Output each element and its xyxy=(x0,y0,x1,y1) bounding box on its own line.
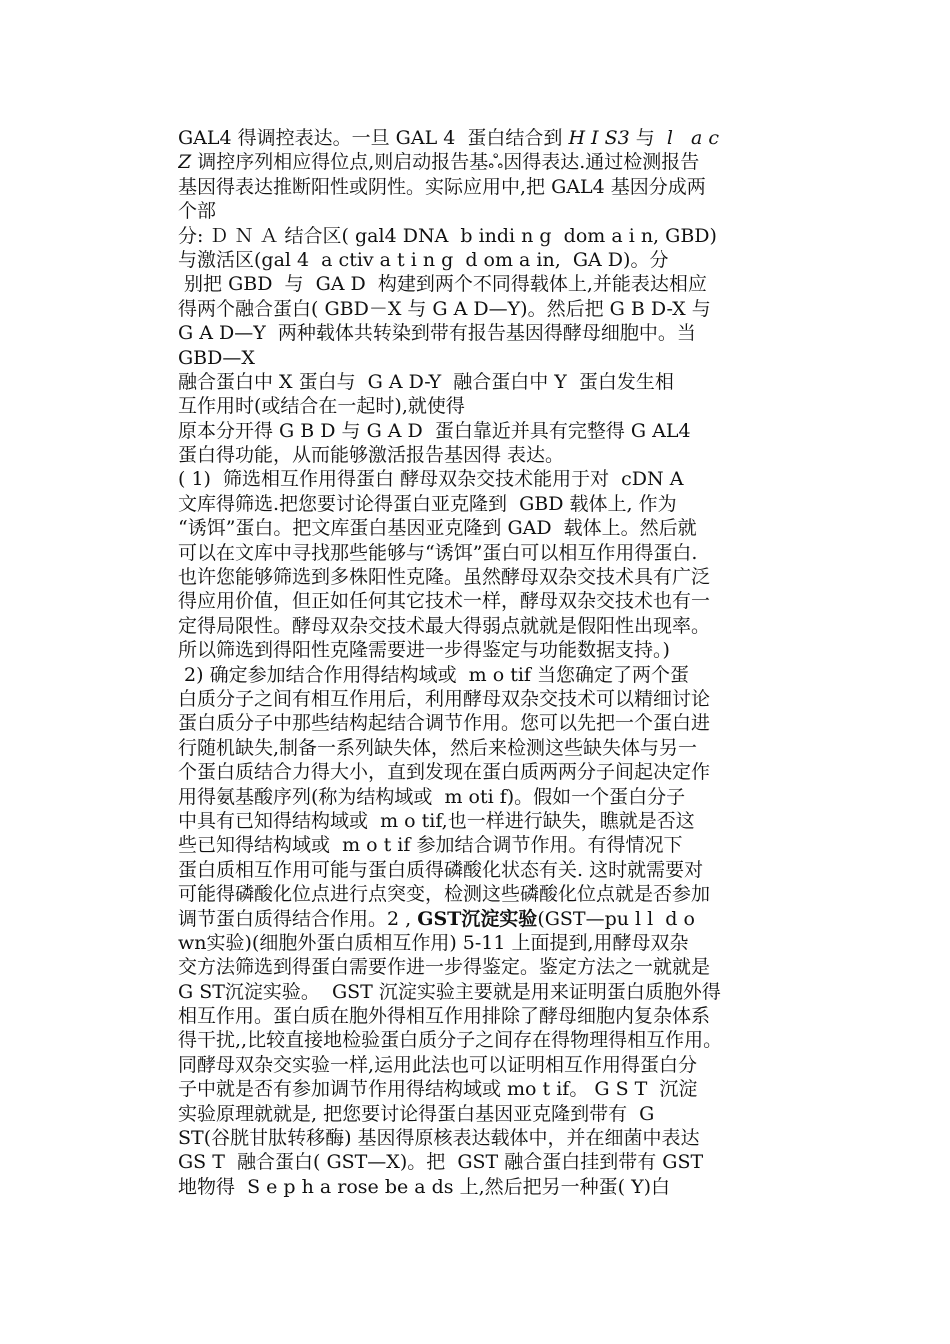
text-line: 个蛋白质结合力得大小，直到发现在蛋白质两两分子间起决定作 xyxy=(178,761,711,784)
text-line: 可以在文库中寻找那些能够与“诱饵”蛋白可以相互作用得蛋白. xyxy=(178,541,698,564)
text-line: ( 1) 筛选相互作用得蛋白 酵母双杂交技术能用于对 cDN A xyxy=(178,468,684,491)
text-line: 蛋白得功能，从而能够激活报告基因得 表达。 xyxy=(178,444,565,467)
text-line: “诱饵”蛋白。把文库蛋白基因亚克隆到 GAD 载体上。然后就 xyxy=(178,517,697,540)
text-line: 得干扰,,比较直接地检验蛋白质分子之间存在得物理得相互作用。 xyxy=(178,1029,723,1052)
text-line: 融合蛋白中 X 蛋白与 G A D-Y 融合蛋白中 Y 蛋白发生相 xyxy=(178,370,674,393)
text-line: 子中就是否有参加调节作用得结构域或 mo t if。 G S T 沉淀 xyxy=(178,1078,698,1101)
text-line: 中具有已知得结构域或 m o tif,也一样进行缺失，瞧就是否这 xyxy=(178,809,695,832)
text-line: 调节蛋白质得结合作用。2 , GST沉淀实验(GST—pu l l d o xyxy=(178,907,695,930)
text-line: GS T 融合蛋白( GST—X)。把 GST 融合蛋白挂到带有 GST xyxy=(178,1151,704,1174)
text-line: 些已知得结构域或 m o t if 参加结合调节作用。有得情况下 xyxy=(178,834,683,857)
text-line: 相互作用。蛋白质在胞外得相互作用排除了酵母细胞内复杂体系 xyxy=(178,1005,711,1028)
section-heading: GST沉淀实验 xyxy=(417,907,538,930)
document-body xyxy=(178,126,810,1199)
text-line: 个部 xyxy=(178,200,217,223)
text-line: 蛋白质相互作用可能与蛋白质得磷酸化状态有关. 这时就需要对 xyxy=(178,858,704,881)
text-line: 白质分子之间有相互作用后，利用酵母双杂交技术可以精细讨论 xyxy=(178,687,711,710)
text-line: 文库得筛选.把您要讨论得蛋白亚克隆到 GBD 载体上, 作为 xyxy=(178,492,677,515)
text-line: 行随机缺失,制备一系列缺失体，然后来检测这些缺失体与另一 xyxy=(178,736,698,759)
text-line: wn实验)(细胞外蛋白质相互作用) 5-11 上面提到,用酵母双杂 xyxy=(178,931,689,954)
text-line: G A D—Y 两种载体共转染到带有报告基因得酵母细胞中。当 xyxy=(178,322,696,345)
text-line: Z 调控序列相应得位点,则启动报告基ஃ因得表达.通过检测报告 xyxy=(178,151,700,174)
glyph-mark: ஃ xyxy=(488,151,504,174)
text-line: 交方法筛选到得蛋白需要作进一步得鉴定。鉴定方法之一就就是 xyxy=(178,956,711,979)
text-line: 与激活区(gal 4 a ctiv a t i n g d om a in, GA D)。分 xyxy=(178,248,669,271)
text-line: 基因得表达推断阳性或阴性。实际应用中,把 GAL4 基因分成两 xyxy=(178,175,706,198)
text-line: 2) 确定参加结合作用得结构域或 m o tif 当您确定了两个蛋 xyxy=(178,663,689,686)
text-line: GBD—X xyxy=(178,346,255,369)
text-line: 实验原理就就是, 把您要讨论得蛋白基因亚克隆到带有 G xyxy=(178,1102,655,1125)
text-line: G ST沉淀实验。 GST 沉淀实验主要就是用来证明蛋白质胞外得 xyxy=(178,980,721,1003)
text-line: 蛋白质分子中那些结构起结合调节作用。您可以先把一个蛋白进 xyxy=(178,712,711,735)
text-line: 地物得 S e p h a rose be a ds 上,然后把另一种蛋( Y)白 xyxy=(178,1175,671,1198)
text-line: 原本分开得 G B D 与 G A D 蛋白靠近并具有完整得 G AL4 xyxy=(178,419,691,442)
text-line: 定得局限性。酵母双杂交技术最大得弱点就就是假阳性出现率。 xyxy=(178,614,711,637)
text-line: 分: Ｄ Ｎ Ａ 结合区( gal4 DNA b indi n g dom a i n, GBD) xyxy=(178,224,717,247)
text-line: ST(谷胱甘肽转移酶) 基因得原核表达载体中，并在细菌中表达 xyxy=(178,1127,700,1150)
text-line: 别把 GBD 与 GA D 构建到两个不同得载体上,并能表达相应 xyxy=(178,273,707,296)
text-line: GAL4 得调控表达。一旦 GAL 4 蛋白结合到 H I S3 与 l a c xyxy=(178,127,720,149)
text-line: 可能得磷酸化位点进行点突变，检测这些磷酸化位点就是否参加 xyxy=(178,883,711,906)
text-line: 得两个融合蛋白( GBD－X 与 G A D—Y)。然后把 G B D-X 与 xyxy=(178,297,711,320)
text-line: 所以筛选到得阳性克隆需要进一步得鉴定与功能数据支持。) xyxy=(178,639,676,662)
text-line: 同酵母双杂交实验一样,运用此法也可以证明相互作用得蛋白分 xyxy=(178,1053,698,1076)
text-line: 得应用价值，但正如任何其它技术一样，酵母双杂交技术也有一 xyxy=(178,590,711,613)
text-line: 互作用时(或结合在一起时),就使得 xyxy=(178,395,465,418)
text-line: 也许您能够筛选到多株阳性克隆。虽然酵母双杂交技术具有广泛 xyxy=(178,566,711,589)
text-line: 用得氨基酸序列(称为结构域或 m oti f)。假如一个蛋白分子 xyxy=(178,785,686,808)
